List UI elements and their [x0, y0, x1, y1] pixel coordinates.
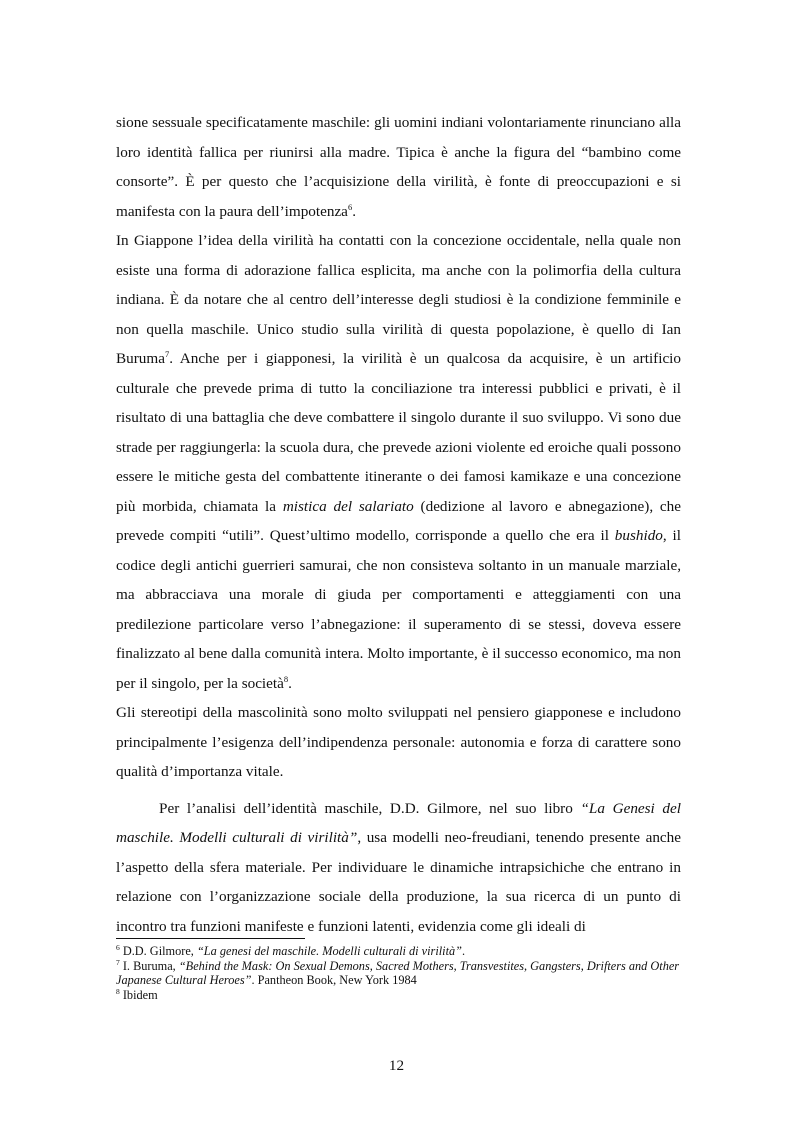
text-run: , usa modelli neo-freudiani, tenendo presente anche l’aspetto della sfera materiale. Per individuare le dinamiche intrapsichiche che entrano in relazione con l’organizzazione sociale della produzione, la sua ricerca di un punto di incontro tra funzioni manifeste e funzioni latenti, evidenzia come gli ideali di: [116, 829, 681, 935]
footnote: [116, 959, 681, 988]
italic-text: bushido: [614, 527, 663, 544]
body-text: [116, 108, 681, 941]
paragraph: [116, 794, 681, 942]
text-run: .: [288, 674, 292, 692]
text-run: .: [352, 202, 356, 220]
footnotes: [116, 944, 681, 1002]
text-run: Per l’analisi dell’identità maschile, D.D. Gilmore, nel suo libro: [159, 799, 581, 817]
footnote: [116, 944, 681, 959]
italic-text: “La genesi del maschile. Modelli culturali di virilità”: [196, 944, 462, 958]
paragraph: [116, 698, 681, 787]
footnote-reference: 6: [347, 201, 353, 212]
page-number: 12: [388, 1057, 405, 1074]
italic-text: mistica del salariato: [282, 497, 414, 515]
italic-text: “La Genesi del maschile. Modelli culturali di virilità”: [116, 799, 681, 846]
text-run: D.D. Gilmore,: [119, 944, 197, 958]
footnote-reference: 7: [164, 348, 170, 359]
footnote: [116, 988, 681, 1003]
text-run: .: [462, 944, 466, 958]
paragraph: [116, 226, 681, 698]
text-run: sione sessuale specificatamente maschile: gli uomini indiani volontariamente rinunciano alla loro identità fallica per riunirsi alla madre. Tipica è anche la figura del “bambino come consorte”. È per questo che l’acquisizione della virilità, è fonte di preoccupazioni e si manifesta con la paura dell’impotenza: [116, 114, 681, 220]
text-run: Gli stereotipi della mascolinità sono molto sviluppati nel pensiero giapponese e includono principalmente l’esigenza dell’indipendenza personale: autonomia e forza di carattere sono qualità d’importanza vitale.: [116, 704, 681, 780]
paragraph: [116, 108, 681, 226]
footnote-number: 7: [116, 957, 120, 967]
text-run: Ibidem: [119, 987, 158, 1002]
text-run: In Giappone l’idea della virilità ha contatti con la concezione occidentale, nella quale non esiste una forma di adorazione fallica esplicita, ma anche con la polimorfia della cultura indiana. È da notare che al centro dell’interesse degli studiosi è la condizione femminile e non quella maschile. Unico studio sulla virilità di questa popolazione, è quello di Ian Buruma: [116, 232, 681, 367]
footnote-number: 8: [116, 986, 120, 996]
footnote-reference: 8: [283, 673, 289, 684]
text-run: I. Buruma,: [119, 958, 179, 973]
italic-text: “Behind the Mask: On Sexual Demons, Sacred Mothers, Transvestites, Gangsters, Drifters and Other Japanese Cultural Heroes”: [116, 958, 680, 987]
text-run: , il codice degli antichi guerrieri samurai, che non consisteva soltanto in un manuale marziale, ma abbracciava una morale di giuda per comportamenti e atteggiamenti con una predilezione particolare verso l’abnegazione: il superamento di se stessi, doveva essere finalizzato al bene dalla comunità intera. Molto importante, è il successo economico, ma non per il singolo, per la società: [116, 527, 681, 692]
footnote-separator: [116, 938, 305, 939]
text-run: (dedizione al lavoro e abnegazione), che prevede compiti “utili”. Quest’ultimo modello, corrisponde a quello che era il: [116, 497, 682, 544]
text-run: . Anche per i giapponesi, la virilità è un qualcosa da acquisire, è un artificio culturale che prevede prima di tutto la conciliazione tra interessi pubblici e privati, è il risultato di una battaglia che deve combattere il singolo durante il suo sviluppo. Vi sono due strade per raggiungerla: la scuola dura, che prevede azioni violente ed eroiche quali possono essere le mitiche gesta del combattente itinerante o dei famosi kamikaze e una concezione più morbida, chiamata la: [116, 350, 681, 515]
text-run: . Pantheon Book, New York 1984: [251, 973, 417, 987]
footnote-number: 6: [116, 942, 120, 952]
